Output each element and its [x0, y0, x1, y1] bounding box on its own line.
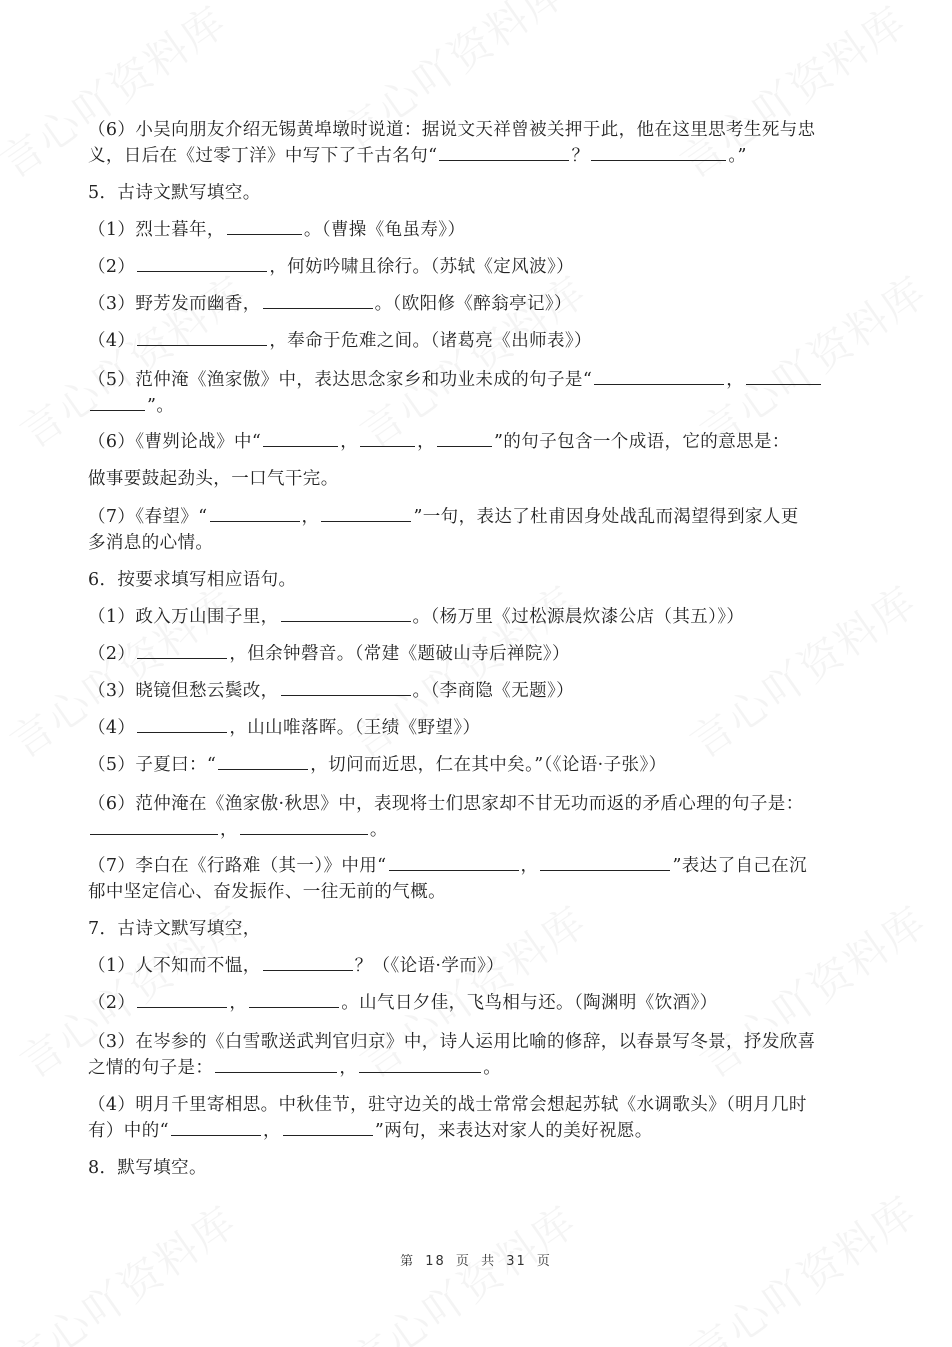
question-line: [88, 393, 864, 419]
fill-in-blank[interactable]: [360, 429, 415, 447]
fill-in-blank[interactable]: [359, 1055, 481, 1073]
fill-in-blank[interactable]: [215, 1055, 337, 1073]
fill-in-blank[interactable]: [591, 143, 726, 161]
text-segment: ”表达了自己在沉: [672, 856, 808, 876]
question-line: [88, 117, 864, 143]
fill-in-blank[interactable]: [210, 504, 300, 522]
question-line: [88, 791, 864, 817]
question-line: [88, 678, 864, 704]
fill-in-blank[interactable]: [90, 817, 218, 835]
question-line: [88, 291, 864, 317]
question-line: [88, 604, 864, 630]
text-segment: （2）: [88, 644, 136, 664]
text-segment: ，: [520, 856, 539, 876]
text-segment: （6）小吴向朋友介绍无锡黄埠墩时说道：据说文天祥曾被关押于此，他在这里思考生死与忠: [88, 120, 816, 140]
fill-in-blank[interactable]: [263, 291, 373, 309]
question-line: [88, 1092, 864, 1118]
question-line: [88, 143, 864, 169]
question-line: [88, 817, 864, 843]
fill-in-blank[interactable]: [137, 641, 227, 659]
question-line: [88, 1118, 864, 1144]
question-line: [88, 254, 864, 280]
question-line: [88, 466, 864, 492]
fill-in-blank[interactable]: [437, 429, 492, 447]
text-segment: 郁中坚定信心、奋发振作、一往无前的气概。: [88, 882, 446, 902]
text-segment: ，奉命于危难之间。（诸葛亮《出师表》）: [269, 331, 592, 351]
text-segment: （2）: [88, 257, 136, 277]
text-segment: 。（曹操《龟虽寿》）: [303, 220, 466, 240]
question-heading: [88, 1155, 864, 1181]
text-segment: （7）李白在《行路难（其一）》中用“: [88, 856, 387, 876]
fill-in-blank[interactable]: [137, 990, 227, 1008]
text-segment: （3）野芳发而幽香，: [88, 294, 261, 314]
text-segment: ，: [229, 993, 248, 1013]
fill-in-blank[interactable]: [389, 853, 519, 871]
text-segment: （3）晓镜但愁云鬓改，: [88, 681, 279, 701]
question-line: [88, 853, 864, 879]
text-segment: ，: [726, 370, 745, 390]
text-segment: ？（《论语·学而》）: [354, 956, 505, 976]
text-segment: ？: [571, 146, 590, 166]
text-segment: ，: [220, 820, 238, 840]
fill-in-blank[interactable]: [240, 817, 368, 835]
text-segment: ”。: [147, 396, 175, 416]
fill-in-blank[interactable]: [281, 604, 411, 622]
question-line: [88, 530, 864, 556]
text-segment: 8．默写填空。: [88, 1158, 207, 1178]
fill-in-blank[interactable]: [439, 143, 569, 161]
question-line: [88, 217, 864, 243]
text-segment: （6）《曹刿论战》中“: [88, 432, 262, 452]
question-heading: [88, 916, 864, 942]
text-segment: ，: [262, 1121, 281, 1141]
text-segment: ，: [301, 507, 320, 527]
question-heading: [88, 180, 864, 206]
text-segment: 义，日后在《过零丁洋》中写下了千古名句“: [88, 146, 438, 166]
text-segment: ，: [340, 432, 359, 452]
question-line: [88, 715, 864, 741]
fill-in-blank[interactable]: [249, 990, 339, 1008]
fill-in-blank[interactable]: [594, 367, 724, 385]
fill-in-blank[interactable]: [218, 752, 308, 770]
text-segment: （2）: [88, 993, 136, 1013]
text-segment: （4）: [88, 718, 136, 738]
question-line: [88, 752, 864, 778]
text-segment: （5）子夏曰：“: [88, 755, 217, 775]
fill-in-blank[interactable]: [746, 367, 821, 385]
text-segment: ，何妨吟啸且徐行。（苏轼《定风波》）: [269, 257, 575, 277]
text-segment: （4）: [88, 331, 136, 351]
text-segment: ，切问而近思，仁在其中矣。”（《论语·子张》）: [310, 755, 667, 775]
text-segment: （5）范仲淹《渔家傲》中，表达思念家乡和功业未成的句子是“: [88, 370, 593, 390]
question-line: [88, 641, 864, 667]
text-segment: （3）在岑参的《白雪歌送武判官归京》中，诗人运用比喻的修辞，以春景写冬景，抒发欣喜: [88, 1032, 816, 1052]
question-line: [88, 504, 864, 530]
text-segment: ”一句，表达了杜甫因身处战乱而渴望得到家人更: [413, 507, 799, 527]
text-segment: （7）《春望》“: [88, 507, 208, 527]
question-line: [88, 367, 864, 393]
text-segment: ”的句子包含一个成语，它的意思是：: [494, 432, 790, 452]
text-segment: 。（欧阳修《醉翁亭记》）: [374, 294, 572, 314]
text-segment: （6）范仲淹在《渔家傲·秋思》中，表现将士们思家却不甘无功而返的矛盾心理的句子是：: [88, 794, 804, 814]
text-segment: 6．按要求填写相应语句。: [88, 570, 297, 590]
text-segment: 做事要鼓起劲头，一口气干完。: [88, 469, 339, 489]
fill-in-blank[interactable]: [227, 217, 302, 235]
fill-in-blank[interactable]: [540, 853, 670, 871]
page-footer: 第 18 页 共 31 页: [400, 1254, 552, 1269]
text-segment: （1）政入万山围子里，: [88, 607, 279, 627]
fill-in-blank[interactable]: [283, 1118, 373, 1136]
text-segment: （1）烈士暮年，: [88, 220, 225, 240]
question-line: [88, 879, 864, 905]
text-segment: 5．古诗文默写填空。: [88, 183, 261, 203]
fill-in-blank[interactable]: [171, 1118, 261, 1136]
text-segment: ，但余钟磬音。（常建《题破山寺后禅院》）: [229, 644, 570, 664]
text-segment: 。（杨万里《过松源晨炊漆公店（其五）》）: [412, 607, 745, 627]
text-segment: 。（李商隐《无题》）: [412, 681, 575, 701]
fill-in-blank[interactable]: [90, 393, 145, 411]
fill-in-blank[interactable]: [263, 429, 338, 447]
question-heading: [88, 567, 864, 593]
fill-in-blank[interactable]: [137, 715, 227, 733]
fill-in-blank[interactable]: [263, 953, 353, 971]
fill-in-blank[interactable]: [321, 504, 411, 522]
question-line: [88, 990, 864, 1016]
text-segment: 。山气日夕佳，飞鸟相与还。（陶渊明《饮酒》）: [341, 993, 718, 1013]
text-segment: 之情的句子是：: [88, 1058, 214, 1078]
text-segment: 7．古诗文默写填空，: [88, 919, 261, 939]
fill-in-blank[interactable]: [281, 678, 411, 696]
text-segment: 有）中的“: [88, 1121, 169, 1141]
question-line: [88, 953, 864, 979]
question-line: [88, 429, 864, 455]
text-segment: ，: [339, 1058, 358, 1078]
text-segment: ”两句，来表达对家人的美好祝愿。: [374, 1121, 653, 1141]
text-segment: 。: [369, 820, 388, 840]
question-line: [88, 328, 864, 354]
fill-in-blank[interactable]: [137, 254, 267, 272]
text-segment: 多消息的心情。: [88, 533, 214, 553]
text-segment: （1）人不知而不愠，: [88, 956, 261, 976]
text-segment: ，山山唯落晖。（王绩《野望》）: [229, 718, 481, 738]
question-line: [88, 1055, 864, 1081]
text-segment: 。: [483, 1058, 502, 1078]
text-segment: 。”: [728, 146, 747, 166]
text-segment: （4）明月千里寄相思。中秋佳节，驻守边关的战士常常会想起苏轼《水调歌头》（明月几时: [88, 1095, 807, 1115]
fill-in-blank[interactable]: [137, 328, 267, 346]
question-line: [88, 1029, 864, 1055]
text-segment: ，: [417, 432, 436, 452]
